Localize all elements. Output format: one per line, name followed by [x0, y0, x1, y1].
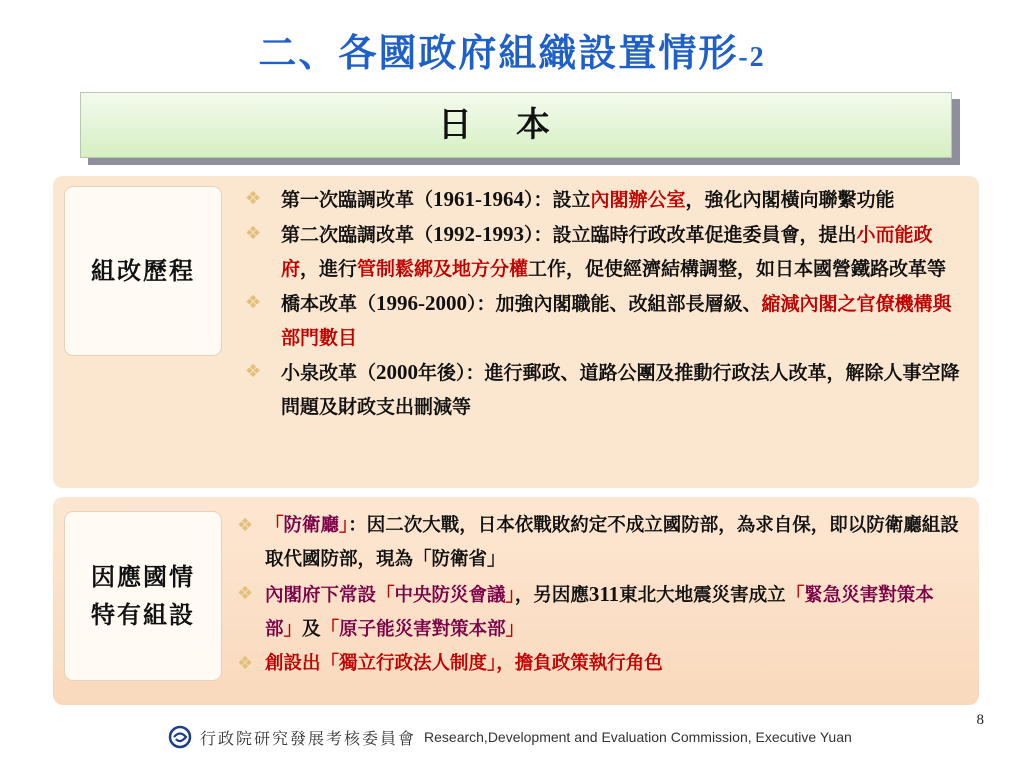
diamond-bullet-icon: ❖: [237, 653, 254, 674]
footer: [168, 724, 852, 750]
list-item: ❖ 創設出「獨立行政法人制度」，擔負政策執行角色: [231, 647, 965, 681]
country-banner: 日本: [80, 92, 952, 158]
page-title: 二、各國政府組織設置情形-2: [258, 30, 766, 75]
diamond-bullet-icon: ❖: [237, 583, 254, 604]
rdec-logo-icon: [168, 725, 192, 749]
list-item: ❖ 橋本改革（1996-2000）：加強內閣職能、改組部長層級、縮減內閣之官僚機構與部門數目: [239, 286, 965, 355]
diamond-bullet-icon: ❖: [245, 292, 262, 313]
special-list: [231, 509, 965, 681]
list-item: ❖ 第二次臨調改革（1992-1993）：設立臨時行政改革促進委員會，提出小而能政府，進行管制鬆綁及地方分權工作，促使經濟結構調整，如日本國營鐵路改革等: [239, 217, 965, 286]
section-label: 因應國情 特有組設: [64, 511, 222, 681]
diamond-bullet-icon: ❖: [237, 515, 254, 536]
list-item: ❖ 第一次臨調改革（1961-1964）：設立內閣辦公室，強化內閣橫向聯繫功能: [239, 182, 965, 217]
footer-org-english: Research,Development and Evaluation Commission, Executive Yuan: [424, 729, 852, 745]
reform-history-panel: [53, 176, 979, 488]
section-label: 組改歷程: [64, 186, 222, 356]
reform-list: [239, 182, 965, 424]
special-organization-panel: [53, 497, 979, 705]
footer-org-chinese: 行政院研究發展考核委員會: [200, 728, 417, 748]
diamond-bullet-icon: ❖: [245, 361, 262, 382]
page-number: 8: [976, 712, 984, 728]
diamond-bullet-icon: ❖: [245, 223, 262, 244]
list-item: ❖ 小泉改革（2000年後）：進行郵政、道路公團及推動行政法人改革，解除人事空降問題及財政支出刪減等: [239, 355, 965, 424]
list-item: ❖ 內閣府下常設「中央防災會議」，另因應311東北大地震災害成立「緊急災害對策本部」及「原子能災害對策本部」: [231, 577, 965, 647]
list-item: ❖ 「防衛廳」：因二次大戰，日本依戰敗約定不成立國防部，為求自保，即以防衛廳組設取代國防部，現為「防衛省」: [231, 509, 965, 577]
diamond-bullet-icon: ❖: [245, 188, 262, 209]
